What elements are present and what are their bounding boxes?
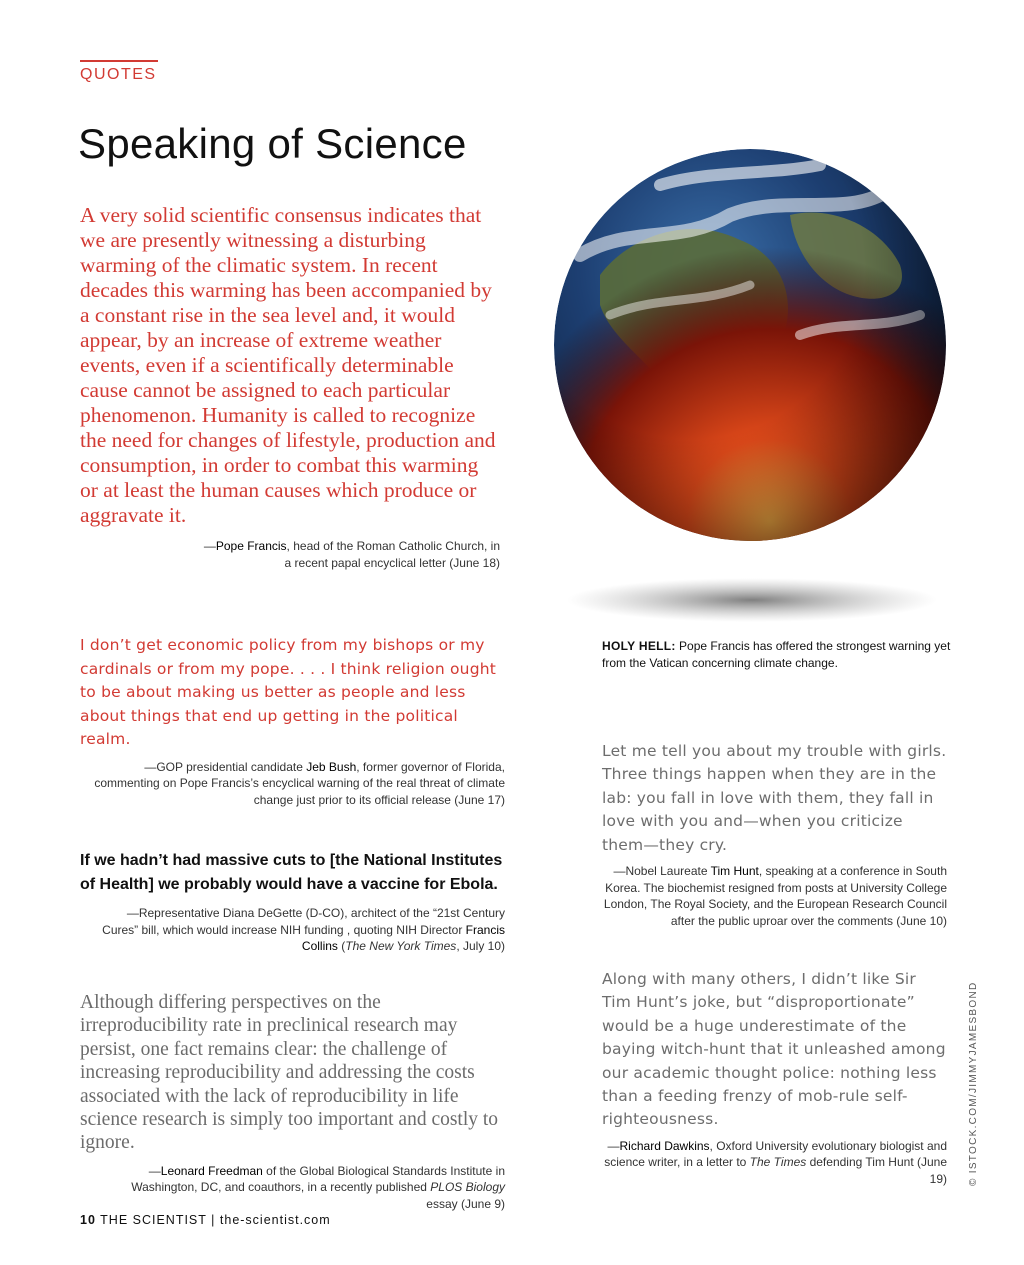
attr-detail: , speaking at a conference in South Korea. The biochemist resigned from posts at University College London, The Royal Society, and the European Research Council after the public uproar over the comments (June 10)	[603, 864, 947, 928]
attr-dash: —	[148, 1163, 161, 1178]
attr-prefix: —Nobel Laureate	[613, 864, 711, 879]
attr-open: (	[337, 939, 346, 953]
quote-freedman-block	[80, 991, 505, 1212]
quote-freedman-attribution	[80, 1163, 505, 1213]
caption-text: Pope Francis has offered the strongest warning yet from the Vatican concerning climate change.	[602, 639, 951, 670]
quote-bush-block	[80, 634, 505, 808]
quote-hunt-block	[602, 740, 947, 929]
attr-prefix: —Representative Diana DeGette (D-CO), architect of the “21st Century Cures” bill, which would increase NIH funding , quoting NIH Director	[102, 906, 505, 937]
earth-globe-icon	[540, 145, 960, 625]
attr-prefix: —GOP presidential candidate	[144, 759, 307, 774]
quote-dawkins-attribution	[602, 1138, 947, 1188]
quote-hunt-text: Let me tell you about my trouble with girls. Three things happen when they are in the lab: you fall in love with them, they fall in love with you and—when you criticize them—they cry.	[602, 742, 947, 854]
page-title: Speaking of Science	[78, 120, 467, 167]
page-footer	[80, 1213, 331, 1227]
quote-bush-text: I don’t get economic policy from my bishops or my cardinals or from my pope. . . . I think religion ought to be about making us better as people and less about things that end up getting in the political realm.	[80, 636, 497, 748]
attr-dash: —	[203, 539, 216, 553]
page-number: 10	[80, 1213, 96, 1227]
attr-close: , July 10)	[456, 939, 505, 953]
attr-dash: —	[607, 1138, 620, 1153]
attr-name: Pope Francis	[215, 539, 287, 553]
caption-label: HOLY HELL:	[602, 639, 676, 653]
quote-pope-text: A very solid scientific consensus indicates that we are presently witnessing a disturbing warming of the climatic system. In recent decades this warming has been accompanied by a constant rise in the sea level and, it would appear, by an increase of extreme weather events, even if a scientifically determinable cause cannot be assigned to each particular phenomenon. Humanity is called to recognize the need for changes of lifestyle, production and consumption, in order to combat this warming or at least the human causes which produce or aggravate it.	[80, 203, 496, 527]
attr-name: Richard Dawkins	[619, 1138, 710, 1153]
attr-name: Tim Hunt	[710, 864, 759, 879]
attr-close: essay (June 9)	[426, 1196, 505, 1211]
quote-pope-attribution	[80, 538, 500, 571]
attr-detail: , head of the Roman Catholic Church, in a recent papal encyclical letter (June 18)	[284, 539, 500, 570]
quote-degette-block	[80, 849, 505, 955]
attr-name: Jeb Bush	[306, 759, 357, 774]
attr-detail: , Oxford University evolutionary biologist and science writer, in a letter to	[604, 1138, 947, 1170]
quote-degette-text: If we hadn’t had massive cuts to [the National Institutes of Health] we probably would have a vaccine for Ebola.	[80, 852, 503, 893]
photo-credit: © ISTOCK.COM/JIMMYJAMESBOND	[968, 981, 979, 1186]
quote-pope-block	[80, 203, 500, 571]
attr-source: PLOS Biology	[430, 1180, 505, 1195]
globe-shadow	[567, 578, 937, 622]
quote-freedman-text: Although differing perspectives on the irreproducibility rate in preclinical research may persist, one fact remains clear: the challenge of increasing reproducibility and addressing the costs associated with the lack of reproducibility in life science research is simply too important and costly to ignore.	[80, 992, 499, 1154]
footer-separator: |	[211, 1213, 216, 1227]
attr-source: The Times	[749, 1155, 807, 1170]
globe-illustration	[540, 145, 960, 625]
image-caption	[602, 638, 952, 672]
quote-hunt-attribution	[602, 863, 947, 929]
section-label: QUOTES	[80, 66, 157, 83]
quote-dawkins-text: Along with many others, I didn’t like Sir Tim Hunt’s joke, but “disproportionate” would be a huge underestimate of the baying witch-hunt that it unleashed among our academic thought police: nothing less than a feeding frenzy of mob-rule self-righteousness.	[602, 970, 946, 1129]
quote-bush-attribution	[80, 759, 505, 809]
attr-source: The New York Times	[345, 939, 457, 953]
attr-detail: of the Global Biological Standards Institute in Washington, DC, and coauthors, in a recently published	[131, 1163, 505, 1195]
section-rule	[80, 60, 158, 62]
attr-name: Leonard Freedman	[160, 1163, 263, 1178]
attr-detail: , former governor of Florida, commenting on Pope Francis’s encyclical warning of the real threat of climate change just prior to its official release (June 17)	[94, 759, 505, 807]
attr-name: Francis Collins	[301, 922, 505, 953]
quote-degette-attribution	[80, 905, 505, 955]
footer-url: the-scientist.com	[215, 1213, 331, 1227]
publication-name: THE SCIENTIST	[95, 1213, 212, 1227]
attr-close: defending Tim Hunt (June 19)	[806, 1155, 947, 1186]
quote-dawkins-block	[602, 968, 947, 1187]
